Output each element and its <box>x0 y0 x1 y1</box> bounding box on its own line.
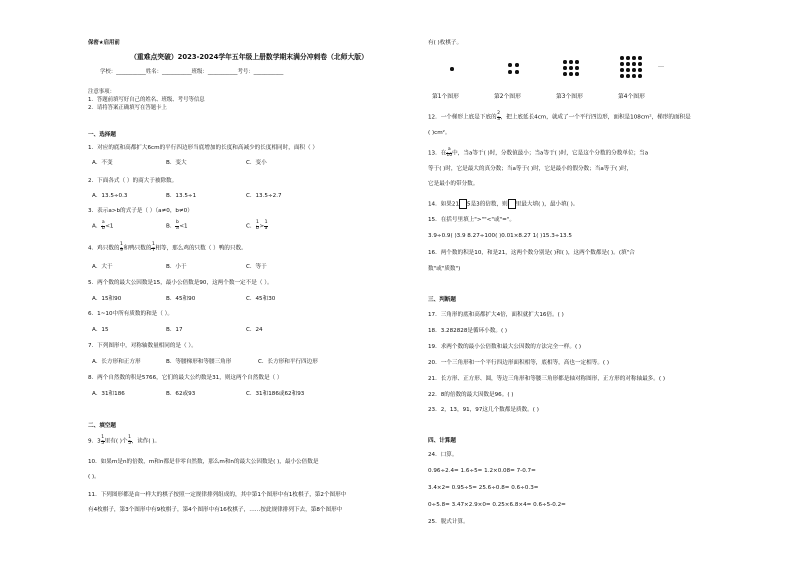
notes-block <box>88 89 205 112</box>
q7-option-c: C．长方形和平行四边形 <box>258 359 318 365</box>
q3-c-fraction-2: $\frac{1}{a}$ <box>264 220 268 231</box>
q12-fraction: $\frac{2}{3}$ <box>497 111 501 122</box>
section-calc-heading: 四、计算题 <box>428 438 456 444</box>
figure-2-caption: 第2个图形 <box>494 94 521 100</box>
q3-a-fraction: $\frac{a}{b}$ <box>101 220 105 231</box>
question-4: 4．鸡只数的 $\frac{1}{9}$ 和鸭只数的 $\frac{1}{7}$ 相等，那么鸡的只数（ ）鸭的只数。 <box>88 242 247 253</box>
chess-piece <box>515 63 519 67</box>
question-13-cont-2: 它是最小的带分数。 <box>428 181 479 187</box>
question-16: 16．两个数的积是10，和是21，这两个数分别是( )和( )，这两个数都是( )。(填"合 <box>428 250 635 256</box>
q4-option-c: C．等于 <box>246 264 267 270</box>
question-11: 11．下列图形都是由一样大的棋子按照一定规律排列组成的，其中第1个图形中有1枚棋子，第2个图形中 <box>88 492 347 498</box>
q5-option-c: C．45和30 <box>246 296 276 302</box>
note-item: 2．请将答案正确填写在答题卡上 <box>88 104 167 111</box>
section-fill-heading: 二、填空题 <box>88 423 116 429</box>
q1-option-c: C．变小 <box>246 160 267 166</box>
chess-piece <box>626 62 630 66</box>
q6-option-a: A．15 <box>92 327 109 333</box>
q3-b-label: B． <box>166 223 176 230</box>
secret-label: 保密★启用前 <box>88 40 120 46</box>
figure-1-caption: 第1个图形 <box>432 94 459 100</box>
question-8: 8．两个自然数的积是5766，它们的最大公约数是31，则这两个自然数是（ ） <box>88 375 283 381</box>
q3-c-label: C． <box>246 223 256 230</box>
question-19: 19．求两个数的最小公倍数和最大公因数的方法完全一样。( ) <box>428 344 582 350</box>
q3-option-b <box>166 221 188 231</box>
chess-piece <box>569 60 573 64</box>
chess-piece <box>626 74 630 78</box>
q5-option-a: A．15和90 <box>92 296 122 302</box>
question-15-items: 3.9÷0.9( )3.9 8.27÷100( )0.01×8.27 1( )15.3÷13.5 <box>428 233 572 239</box>
chess-piece <box>508 70 512 74</box>
chess-piece <box>563 60 567 64</box>
chess-piece <box>508 63 512 67</box>
q3-c-tail: > <box>259 223 265 230</box>
chess-piece <box>569 66 573 70</box>
q2-option-b: B．13.5÷1 <box>166 193 197 199</box>
blank-box <box>459 199 467 209</box>
chess-piece <box>638 62 642 66</box>
q4-fraction-1: $\frac{1}{9}$ <box>120 242 123 253</box>
q4-fraction-2: $\frac{1}{7}$ <box>151 242 155 253</box>
chess-piece <box>638 74 642 78</box>
q8-option-b: B．62或93 <box>166 391 196 397</box>
chess-piece <box>563 72 567 76</box>
question-22: 22．8的倍数的最大因数是96。( ) <box>428 392 514 398</box>
question-7: 7．下列图形中，对称轴数量相同的是（ ）。 <box>88 343 197 349</box>
q1-option-b: B．变大 <box>166 160 187 166</box>
figure-row <box>428 60 744 105</box>
figure-4-caption: 第4个图形 <box>618 94 645 100</box>
q9-fraction-1: $\frac{1}{5}$ <box>101 435 105 446</box>
question-5: 5．两个数的最大公因数是15，最小公倍数是90，这两个数一定不是（ ）。 <box>88 280 273 286</box>
chess-piece <box>638 56 642 60</box>
q9-fraction-2: $\frac{1}{5}$ <box>128 435 132 446</box>
section-judge-heading: 三、判断题 <box>428 297 456 303</box>
exam-title: （重难点突破）2023-2024学年五年级上册数学期末满分冲刺卷（北师大版） <box>130 53 368 61</box>
question-12: 12．一个梯形上底是下底的 $\frac{2}{3}$ ，把上底延长4cm，就成了一个平行四边形，面积是108cm²，梯形的面积是 <box>428 111 691 122</box>
q2-option-c: C．13.5÷2.7 <box>246 193 282 199</box>
q3-b-tail: <1 <box>179 223 188 230</box>
q6-option-b: B．17 <box>166 327 183 333</box>
q4-option-a: A．大于 <box>92 264 113 270</box>
q1-option-a: A．不变 <box>92 160 113 166</box>
chess-piece <box>450 67 454 71</box>
ellipsis: … <box>658 62 664 69</box>
note-item: 1．答题前填写好自己的姓名、班级、考号等信息 <box>88 96 205 103</box>
chess-piece <box>620 74 624 78</box>
chess-piece <box>638 68 642 72</box>
chess-piece <box>632 68 636 72</box>
calc-row: 0÷5.8= 3.47×2.9×0= 0.25×6.8×4= 0.6÷5-0.2= <box>428 502 566 508</box>
chess-piece <box>632 56 636 60</box>
q8-option-c: C．31和186或62和93 <box>246 391 305 397</box>
question-6: 6．1~10中所有质数的和是（ ）。 <box>88 311 174 317</box>
question-10-cont: ( )。 <box>88 474 100 480</box>
chess-piece <box>626 68 630 72</box>
chess-piece <box>575 66 579 70</box>
question-25: 25．脱式计算。 <box>428 519 469 525</box>
question-11-answer-line: 有( )枚棋子。 <box>428 40 463 46</box>
figure-3-caption: 第3个图形 <box>556 94 583 100</box>
chess-piece <box>620 56 624 60</box>
question-1: 1．对应的底和高都扩大6cm的平行四边形当底增加的长度和高减少的长度相同时，面积（ ） <box>88 145 318 151</box>
chess-piece <box>563 66 567 70</box>
q4-option-b: B．小于 <box>166 264 187 270</box>
chess-piece <box>632 74 636 78</box>
q5-option-b: B．45和90 <box>166 296 196 302</box>
question-12-cont: ( )cm²。 <box>428 130 451 136</box>
chess-piece <box>620 68 624 72</box>
chess-piece <box>632 62 636 66</box>
student-info-line: 学校：___________姓名：___________班级：___________考号：___________ <box>100 69 284 75</box>
question-15: 15．在括号里填上">""<"或"="。 <box>428 217 515 223</box>
question-14: 14．如果21 5是3的倍数，则 里最大填( )，最小填( )。 <box>428 199 578 209</box>
chess-piece <box>569 72 573 76</box>
chess-piece <box>515 70 519 74</box>
q3-option-a <box>92 221 114 231</box>
question-13: 13．在 $\frac{a}{10}$ 中，当a等于( )时，分数值最小；当a等于( )时，它是这个分数的分数单位；当a <box>428 147 649 158</box>
chess-piece <box>575 72 579 76</box>
q3-a-label: A． <box>92 223 102 230</box>
question-21: 21．长方形、正方形、圆，等边三角形和等腰三角形都是轴对称图形，正方形的对称轴最多。( ) <box>428 376 666 382</box>
q3-c-fraction: $\frac{1}{b}$ <box>256 220 259 231</box>
q6-option-c: C．24 <box>246 327 263 333</box>
question-20: 20．一个三角形和一个平行四边形面积相等，底相等，高也一定相等。( ) <box>428 360 610 366</box>
question-11-cont: 有4枚棋子，第3个图形中有9枚棋子，第4个图形中有16枚棋子，……按此规律排列下去，第8个图形中 <box>88 507 343 513</box>
section-choice-heading: 一、选择题 <box>88 132 116 138</box>
q3-b-fraction: $\frac{b}{a}$ <box>175 220 179 231</box>
q3-option-c <box>246 221 268 231</box>
q3-a-tail: <1 <box>105 223 114 230</box>
question-16-cont: 数"或"质数") <box>428 266 461 272</box>
chess-piece <box>575 60 579 64</box>
q2-option-a: A．13.5÷0.3 <box>92 193 128 199</box>
calc-row: 0.96÷2.4= 1.6÷5= 1.2×0.08= 7-0.7= <box>428 468 536 474</box>
question-2: 2．下面各式（ ）的商大于被除数。 <box>88 178 178 184</box>
question-24: 24．口算。 <box>428 452 458 458</box>
blank-box <box>508 199 516 209</box>
chess-piece <box>620 62 624 66</box>
q8-option-a: A．31和186 <box>92 391 125 397</box>
question-17: 17．三角形的底和高都扩大4倍，面积就扩大16倍。( ) <box>428 312 564 318</box>
question-13-cont: 等于( )时，它是最大的真分数；当a等于( )时，它是最小的假分数；当a等于( )时， <box>428 166 633 172</box>
q7-option-b: B．等腰梯形和等腰三角形 <box>166 359 232 365</box>
question-3: 3．表示a>b的式子是（ ）（a≠0，b≠0） <box>88 208 193 214</box>
chess-piece <box>626 56 630 60</box>
notes-heading: 注意事项： <box>88 89 115 95</box>
question-18: 18．3.282828是循环小数。( ) <box>428 328 508 334</box>
question-10: 10．如果m是n的倍数，m和n都是非零自然数，那么m和n的最大公因数是( )，最小公倍数是 <box>88 459 319 465</box>
question-23: 23．2，13，91，97这几个数都是质数。( ) <box>428 407 539 413</box>
q13-fraction: $\frac{a}{10}$ <box>446 147 453 158</box>
question-9: 9．3 $\frac{1}{5}$ 里有( )个 $\frac{1}{5}$ ，读作( )。 <box>88 435 161 446</box>
calc-row: 3.4×2= 0.95÷5= 25.6÷0.8= 0.6÷0.3= <box>428 485 539 491</box>
q7-option-a: A．长方形和正方形 <box>92 359 141 365</box>
